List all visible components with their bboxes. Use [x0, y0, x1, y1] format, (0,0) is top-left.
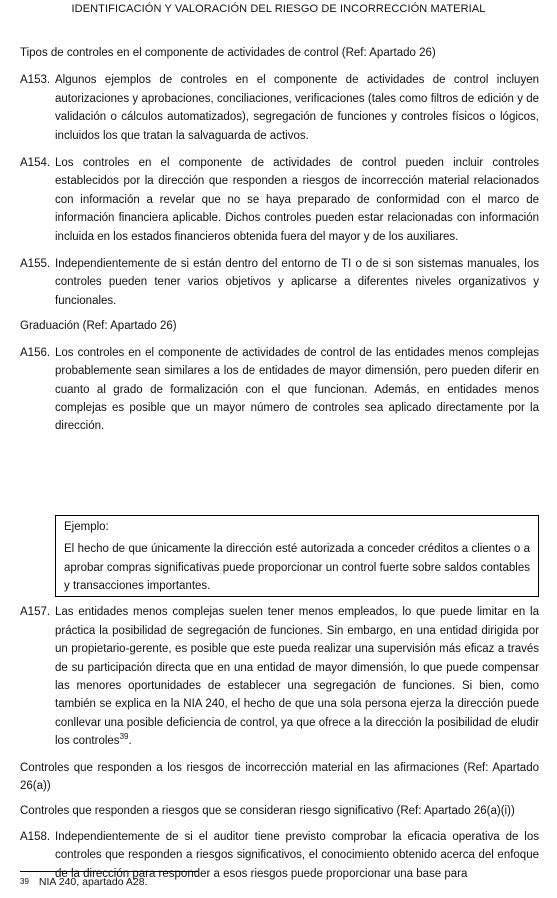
- paragraph-number: A157.: [20, 606, 51, 619]
- page-content: [20, 44, 539, 883]
- footnote-reference[interactable]: 39: [119, 732, 129, 742]
- paragraph-number: A156.: [20, 346, 51, 359]
- paragraph-a154: [20, 154, 539, 246]
- footnote-divider: [20, 871, 198, 872]
- paragraph-text: Independientemente de si están dentro del entorno de TI o de si son sistemas manuales, los controles pueden tener varios objetivos y aplicarse a diferentes niveles organizativos y funcionales.: [55, 258, 539, 307]
- paragraph-text: Algunos ejemplos de controles en el componente de actividades de control incluyen autorizaciones y aprobaciones, conciliaciones, verificaciones (tales como filtros de edición y de validación o cálculos automatizados), segregación de funciones y controles físicos o lógicos, incluidos los que tratan la salvaguarda de activos.: [55, 74, 539, 142]
- section-heading-tipos-controles: Tipos de controles en el componente de actividades de control (Ref: Apartado 26): [20, 47, 436, 59]
- paragraph-number: A153.: [20, 74, 51, 87]
- footnote-text: NIA 240, apartado A28.: [38, 876, 148, 888]
- example-text: El hecho de que únicamente la dirección esté autorizada a conceder créditos a clientes o a aprobar compras significativas puede proporcionar un control fuerte sobre saldos contables y transacciones importantes.: [64, 543, 530, 592]
- paragraph-text: Los controles en el componente de actividades de control pueden incluir controles establecidos por la dirección que responden a riesgos de incorrección material relacionados con información a revelar que no se haya preparado de conformidad con el marco de información financiera aplicable. Dichos controles pueden estar relacionadas con información incluida en los estados financieros obtenida fuera del mayor y de los auxiliares.: [55, 157, 539, 243]
- paragraph-number: A154.: [20, 157, 51, 170]
- paragraph-text: Independientemente de si el auditor tiene previsto comprobar la eficacia operativa de los controles que responden a riesgos significativos, el conocimiento obtenido acerca del enfoque de la dirección para responder a esos riesgos puede proporcionar una base para: [55, 830, 539, 880]
- paragraph-a153: [20, 71, 539, 145]
- paragraph-a157: [20, 603, 539, 750]
- section-heading-graduacion: Graduación (Ref: Apartado 26): [20, 320, 177, 333]
- example-box: [55, 515, 539, 598]
- paragraph-number: A158.: [20, 830, 51, 843]
- paragraph-a155: [20, 255, 539, 310]
- paragraph-text: Las entidades menos complejas suelen tener menos empleados, lo que puede limitar en la práctica la posibilidad de segregación de funciones. Sin embargo, en una entidad dirigida por un propietario-gerente, es posible que este pueda realizar una supervisión más eficaz a través de su participación directa que en una entidad de mayor dimensión, lo que puede compensar las menores oportunidades de establecer una segregación de funciones. Si bien, como también se explica en la NIA 240, el hecho de que una sola persona ejerza la dirección puede conllevar una posible deficiencia de control, ya que ofrece a la dirección la posibilidad de eludir los controles: [55, 606, 539, 748]
- paragraph-a156: [20, 344, 539, 436]
- running-header: IDENTIFICACIÓN Y VALORACIÓN DEL RIESGO DE INCORRECCIÓN MATERIAL: [71, 3, 486, 15]
- paragraph-number: A155.: [20, 258, 51, 271]
- section-heading-riesgo-significativo: Controles que responden a riesgos que se consideran riesgo significativo (Ref: Apartado 26(a)(i)): [20, 805, 515, 818]
- section-heading-controles-afirmaciones: Controles que responden a los riesgos de incorrección material en las afirmaciones (Ref: Apartado 26(a)): [20, 761, 539, 792]
- footnote: [20, 874, 148, 890]
- paragraph-text: Los controles en el componente de actividades de control de las entidades menos complejas probablemente sean similares a los de entidades de mayor dimensión, pero pueden diferir en cuanto al grado de formalización con el que funcionan. Además, en entidades menos complejas es posible que un mayor número de controles sea aplicado directamente por la dirección.: [55, 346, 539, 433]
- example-title: Ejemplo:: [64, 520, 109, 533]
- paragraph-end: .: [128, 735, 132, 748]
- footnote-number: 39: [20, 877, 29, 886]
